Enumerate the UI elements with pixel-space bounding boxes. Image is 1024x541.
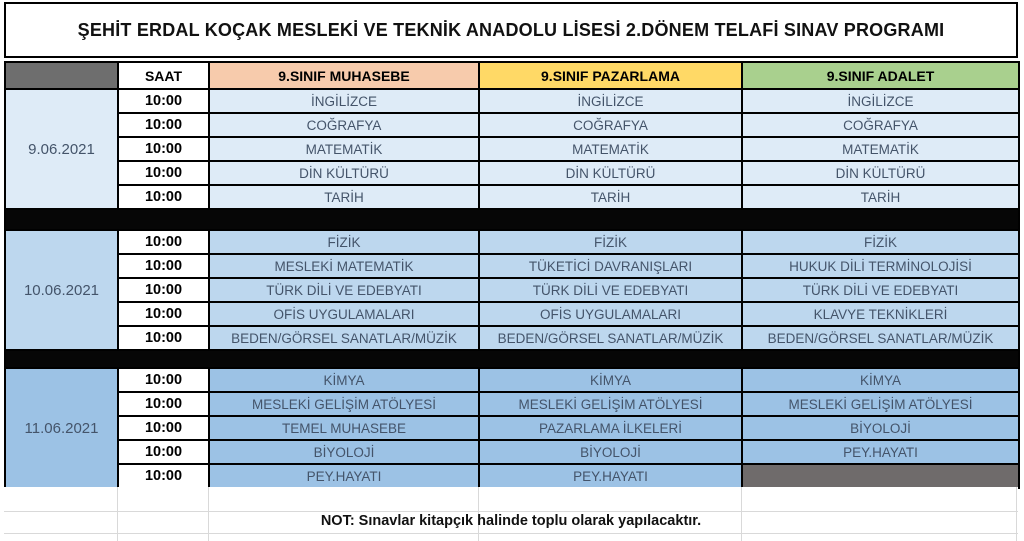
exam-row: [5, 113, 1019, 137]
date-cell: 11.06.2021: [5, 368, 118, 488]
exam-row: [5, 89, 1019, 113]
day-separator: [5, 350, 1019, 368]
class-header-adalet: 9.SINIF ADALET: [742, 62, 1019, 89]
exam-row: [5, 302, 1019, 326]
subject-cell: MATEMATİK: [742, 137, 1019, 161]
exam-row: [5, 392, 1019, 416]
time-cell: 10:00: [118, 230, 209, 254]
time-cell: 10:00: [118, 368, 209, 392]
title-text: ŞEHİT ERDAL KOÇAK MESLEKİ VE TEKNİK ANADOLU LİSESİ 2.DÖNEM TELAFİ SINAV PROGRAMI: [77, 19, 945, 40]
subject-cell: COĞRAFYA: [479, 113, 742, 137]
exam-row: [5, 254, 1019, 278]
day-separator: [5, 209, 1019, 230]
gridline-horizontal: [4, 533, 1018, 534]
time-cell: 10:00: [118, 278, 209, 302]
exam-row: [5, 230, 1019, 254]
subject-cell: İNGİLİZCE: [209, 89, 479, 113]
separator-bar: [5, 350, 1019, 368]
subject-cell: TARİH: [742, 185, 1019, 209]
subject-cell: COĞRAFYA: [209, 113, 479, 137]
subject-cell: KLAVYE TEKNİKLERİ: [742, 302, 1019, 326]
subject-cell: BİYOLOJİ: [479, 440, 742, 464]
time-cell: 10:00: [118, 392, 209, 416]
subject-cell: İNGİLİZCE: [742, 89, 1019, 113]
exam-row: [5, 440, 1019, 464]
time-cell: 10:00: [118, 185, 209, 209]
subject-cell: PEY.HAYATI: [479, 464, 742, 488]
subject-cell: TÜRK DİLİ VE EDEBYATI: [479, 278, 742, 302]
subject-cell: BEDEN/GÖRSEL SANATLAR/MÜZİK: [209, 326, 479, 350]
subject-cell: BİYOLOJİ: [742, 416, 1019, 440]
subject-cell: BEDEN/GÖRSEL SANATLAR/MÜZİK: [479, 326, 742, 350]
document-title: [4, 2, 1018, 58]
subject-cell: MESLEKİ GELİŞİM ATÖLYESİ: [742, 392, 1019, 416]
time-cell: 10:00: [118, 440, 209, 464]
subject-cell: MESLEKİ GELİŞİM ATÖLYESİ: [209, 392, 479, 416]
subject-cell: TARİH: [479, 185, 742, 209]
subject-cell: PEY.HAYATI: [209, 464, 479, 488]
exam-row: [5, 137, 1019, 161]
exam-row: [5, 368, 1019, 392]
subject-cell: DİN KÜLTÜRÜ: [209, 161, 479, 185]
subject-cell: BİYOLOJİ: [209, 440, 479, 464]
time-cell: 10:00: [118, 416, 209, 440]
note-text: NOT: Sınavlar kitapçık halinde toplu olarak yapılacaktır.: [320, 513, 702, 529]
header-row: [5, 62, 1019, 89]
subject-cell: FİZİK: [479, 230, 742, 254]
subject-cell: TÜRK DİLİ VE EDEBYATI: [209, 278, 479, 302]
exam-row: [5, 161, 1019, 185]
subject-cell: BEDEN/GÖRSEL SANATLAR/MÜZİK: [742, 326, 1019, 350]
subject-cell: KİMYA: [742, 368, 1019, 392]
subject-cell: MATEMATİK: [479, 137, 742, 161]
date-cell: 10.06.2021: [5, 230, 118, 350]
exam-row: [5, 464, 1019, 488]
corner-cell: [5, 62, 118, 89]
empty-cell: [742, 464, 1019, 488]
subject-cell: İNGİLİZCE: [479, 89, 742, 113]
subject-cell: TEMEL MUHASEBE: [209, 416, 479, 440]
time-cell: 10:00: [118, 137, 209, 161]
exam-row: [5, 278, 1019, 302]
schedule-body: [5, 89, 1019, 488]
subject-cell: TARİH: [209, 185, 479, 209]
subject-cell: HUKUK DİLİ TERMİNOLOJİSİ: [742, 254, 1019, 278]
time-cell: 10:00: [118, 302, 209, 326]
subject-cell: FİZİK: [209, 230, 479, 254]
subject-cell: PEY.HAYATI: [742, 440, 1019, 464]
time-cell: 10:00: [118, 254, 209, 278]
time-cell: 10:00: [118, 89, 209, 113]
time-cell: 10:00: [118, 113, 209, 137]
class-header-muhasebe: 9.SINIF MUHASEBE: [209, 62, 479, 89]
saat-header: SAAT: [118, 62, 209, 89]
subject-cell: COĞRAFYA: [742, 113, 1019, 137]
exam-schedule-table: [4, 61, 1020, 489]
subject-cell: DİN KÜLTÜRÜ: [742, 161, 1019, 185]
separator-bar: [5, 209, 1019, 230]
time-cell: 10:00: [118, 161, 209, 185]
subject-cell: PAZARLAMA İLKELERİ: [479, 416, 742, 440]
exam-row: [5, 326, 1019, 350]
time-cell: 10:00: [118, 326, 209, 350]
subject-cell: FİZİK: [742, 230, 1019, 254]
subject-cell: TÜRK DİLİ VE EDEBYATI: [742, 278, 1019, 302]
subject-cell: KİMYA: [479, 368, 742, 392]
subject-cell: OFİS UYGULAMALARI: [209, 302, 479, 326]
exam-row: [5, 416, 1019, 440]
date-cell: 9.06.2021: [5, 89, 118, 209]
footer-area: [4, 487, 1018, 541]
class-header-pazarlama: 9.SINIF PAZARLAMA: [479, 62, 742, 89]
subject-cell: MESLEKİ GELİŞİM ATÖLYESİ: [479, 392, 742, 416]
subject-cell: MATEMATİK: [209, 137, 479, 161]
subject-cell: TÜKETİCİ DAVRANIŞLARI: [479, 254, 742, 278]
gridline-horizontal: [4, 511, 1018, 512]
subject-cell: DİN KÜLTÜRÜ: [479, 161, 742, 185]
subject-cell: OFİS UYGULAMALARI: [479, 302, 742, 326]
subject-cell: MESLEKİ MATEMATİK: [209, 254, 479, 278]
time-cell: 10:00: [118, 464, 209, 488]
exam-row: [5, 185, 1019, 209]
subject-cell: KİMYA: [209, 368, 479, 392]
